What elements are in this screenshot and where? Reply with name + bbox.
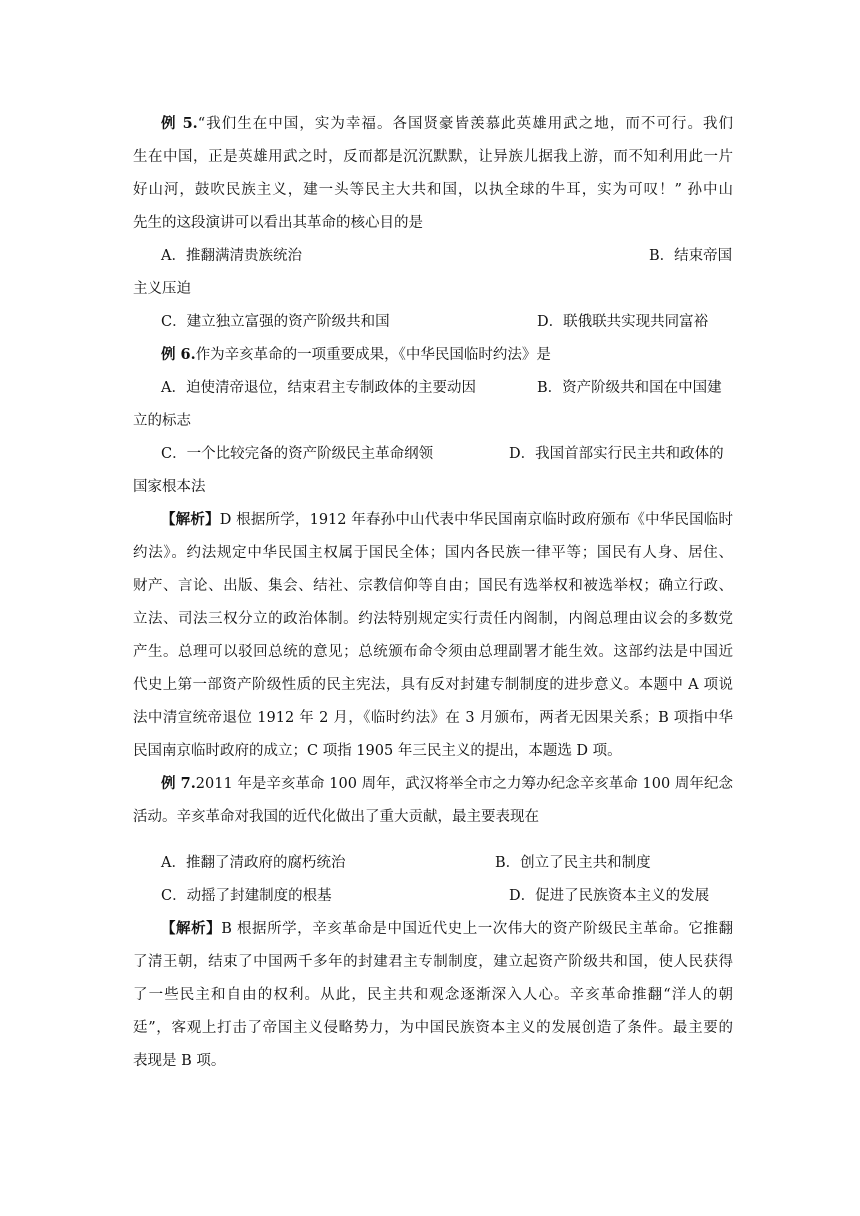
ex5-options-cd [161,312,733,332]
ex7-analysis-line4: 廷”，客观上打击了帝国主义侵略势力，为中国民族资本主义的发展创造了条件。最主要的 [133,1020,733,1036]
ex7-analysis-line3: 了一些民主和自由的权利。从此，民主共和观念逐渐深入人心。辛亥革命推翻“洋人的朝 [133,987,733,1003]
ex6-analysis-line4: 立法、司法三权分立的政治体制。约法特别规定实行责任内阁制，内阁总理由议会的多数党 [133,611,733,627]
ex6-analysis-line3: 财产、言论、出版、集会、结社、宗教信仰等自由；国民有选举权和被选举权；确立行政、 [133,578,733,594]
ex5-option-d: D．联俄联共实现共同富裕 [537,314,709,330]
ex7-option-b: B．创立了民主共和制度 [495,855,651,871]
ex6-option-b: B．资产阶级共和国在中国建 [537,380,722,396]
ex6-option-d-cont: 国家根本法 [133,479,206,495]
ex7-label: 例 7. [161,775,196,792]
ex6-analysis-line1: 【解析】D 根据所学，1912 年春孙中山代表中华民国南京临时政府颁布《中华民国临时 [161,511,733,528]
ex6-analysis-label: 【解析】 [161,511,220,528]
ex6-option-c: C．一个比较完备的资产阶级民主革命纲领 [161,446,434,462]
ex5-option-b: B．结束帝国 [649,248,733,264]
ex6-analysis-line6: 代史上第一部资产阶级性质的民主宪法，具有反对封建专制制度的进步意义。本题中 A 项说 [133,677,733,693]
ex7-analysis-line5: 表现是 B 项。 [133,1053,226,1069]
ex7-option-a: A．推翻了清政府的腐朽统治 [161,855,346,871]
ex6-options-cd [161,444,733,464]
ex7-analysis-line1: 【解析】B 根据所学，辛亥革命是中国近代史上一次伟大的资产阶级民主革命。它推翻 [161,920,733,937]
ex6-analysis-line8: 民国南京临时政府的成立；C 项指 1905 年三民主义的提出，本题选 D 项。 [133,743,622,759]
ex5-option-c: C．建立独立富强的资产阶级共和国 [161,314,390,330]
ex6-option-d: D．我国首部实行民主共和政体的 [509,446,724,462]
ex5-options-ab [161,246,733,266]
ex6-options-ab [161,378,733,398]
ex5-line2: 生在中国，正是英雄用武之时，反而都是沉沉默默，让异族儿据我上游，而不知利用此一片 [133,149,733,165]
ex5-option-a: A．推翻满清贵族统治 [161,248,302,264]
ex6-analysis-line2: 约法》。约法规定中华民国主权属于国民全体；国内各民族一律平等；国民有人身、居住、 [133,545,733,561]
ex7-options-cd [161,886,733,906]
ex5-line4: 先生的这段演讲可以看出其革命的核心目的是 [133,215,423,231]
ex6-analysis-line7: 法中清宣统帝退位 1912 年 2 月，《临时约法》在 3 月颁布，两者无因果关系；B 项指中华 [133,710,733,726]
ex7-analysis-label: 【解析】 [161,920,222,937]
ex7-line2: 活动。辛亥革命对我国的近代化做出了重大贡献，最主要表现在 [133,809,539,825]
ex7-options-ab [161,853,733,873]
ex7-option-d: D．促进了民族资本主义的发展 [509,888,710,904]
ex7-analysis-line2: 了清王朝，结束了中国两千多年的封建君主专制制度，建立起资产阶级共和国，使人民获得 [133,954,733,970]
ex5-option-b-cont: 主义压迫 [133,281,191,297]
ex6-analysis-line5: 产生。总理可以驳回总统的意见；总统颁布命令须由总理副署才能生效。这部约法是中国近 [133,644,733,660]
ex6-stem: 例 6.作为辛亥革命的一项重要成果，《中华民国临时约法》是 [161,346,551,363]
ex6-option-b-cont: 立的标志 [133,413,191,429]
ex5-line3: 好山河，鼓吹民族主义，建一头等民主大共和国，以执全球的牛耳，实为可叹！” 孙中山 [133,182,733,198]
ex5-line1: 例 5.“我们生在中国，实为幸福。各国贤豪皆羡慕此英雄用武之地，而不可行。我们 [161,115,734,132]
ex6-label: 例 6. [161,346,196,363]
ex7-line1: 例 7.2011 年是辛亥革命 100 周年，武汉将举全市之力筹办纪念辛亥革命 100 周年纪念 [161,775,734,792]
ex7-option-c: C．动摇了封建制度的根基 [161,888,332,904]
ex5-label: 例 5. [161,115,198,132]
ex6-option-a: A．迫使清帝退位，结束君主专制政体的主要动因 [161,380,476,396]
